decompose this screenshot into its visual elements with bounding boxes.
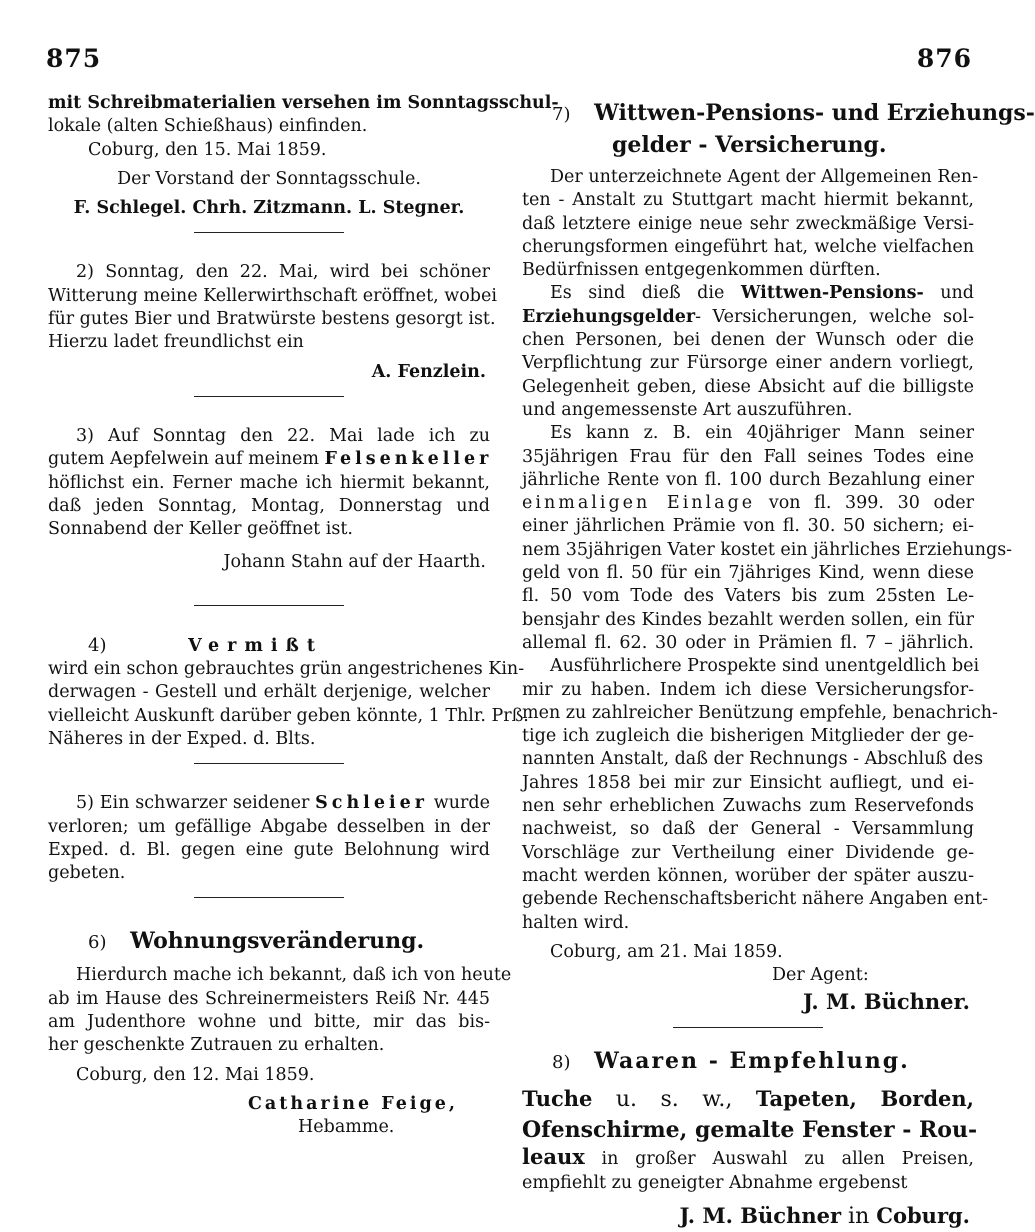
goods-wallpaper: Tapeten, Borden, (755, 1086, 974, 1112)
text-line: macht werden können, worüber der später auszu- (522, 865, 974, 886)
text-fragment: von fl. 399. 30 oder (768, 493, 974, 514)
highlight-erziehungsgelder: Erziehungsgelder (522, 306, 696, 327)
notice-title: Vermißt (188, 635, 323, 656)
text-line (48, 448, 493, 471)
text-fragment: Es sind dieß die (550, 283, 725, 304)
text-line: allemal fl. 62. 30 oder in Prämien fl. 7 – jährlich. (522, 632, 974, 653)
text-line: Bedürfnissen entgegenkommen dürften. (522, 260, 881, 281)
page-number-left: 875 (46, 44, 102, 73)
date-line: Coburg, den 15. Mai 1859. (88, 139, 327, 160)
text-line: bensjahr des Kindes bezahlt werden sollen, ein für (522, 609, 974, 630)
heading-line (48, 634, 490, 658)
heading-line (48, 926, 490, 958)
board-line: Der Vorstand der Sonntagsschule. (117, 168, 421, 189)
heading-line (522, 1046, 974, 1078)
text-line: Es kann z. B. ein 40jähriger Mann seiner (550, 423, 974, 444)
text-line: 35jährigen Frau für den Fall seines Todes eine (522, 446, 974, 467)
divider (194, 232, 344, 233)
merchant-signature (522, 1201, 974, 1232)
text-line: nachweist, so daß der General - Versammlung (522, 819, 974, 840)
text-line: am Judenthore wohne und bitte, mir das bis- (48, 1012, 490, 1033)
date-line: Coburg, den 12. Mai 1859. (76, 1064, 315, 1085)
notice-missing-pram (48, 634, 529, 751)
highlight-schleier: Schleier (315, 793, 428, 814)
text-line: nen sehr erheblichen Zuwachs zum Reservefonds (522, 796, 974, 817)
text-line: Witterung meine Kellerwirthschaft eröffnet, wobei (48, 285, 497, 306)
text-line: höflichst ein. Ferner mache ich hiermit bekannt, (48, 472, 490, 493)
text-line: mir zu haben. Indem ich diese Versicherungsfor- (522, 679, 974, 700)
text-fragment: und (940, 283, 974, 304)
divider (194, 897, 344, 898)
text-fragment: wurde (433, 793, 490, 814)
text-line: Verpflichtung zur Fürsorge einer andern vorliegt, (522, 353, 974, 374)
signature: Johann Stahn auf der Haarth. (223, 552, 486, 573)
text-line: mit Schreibmaterialien versehen im Sonntagsschul- (48, 93, 559, 113)
text-line: gebende Rechenschaftsbericht nähere Angaben ent- (522, 889, 989, 910)
text-line: empfiehlt zu geneigter Abnahme ergebenst (522, 1172, 908, 1193)
text-line: nannten Anstalt, daß der Rechnungs - Abschluß des (522, 749, 984, 770)
text-line (522, 1145, 974, 1171)
text-line: vielleicht Auskunft darüber geben könnte, 1 Thlr. Prß. (48, 705, 529, 726)
text-line: jährliche Rente von fl. 100 durch Bezahlung einer (522, 469, 974, 490)
text-line: Hierzu ladet freundlichst ein (48, 332, 304, 353)
notice-sunday-school (48, 92, 559, 220)
text-line (522, 492, 974, 515)
text-fragment: gutem Aepfelwein auf meinem (48, 449, 319, 470)
agent-name: J. M. Büchner. (803, 989, 970, 1015)
notice-insurance (522, 92, 1035, 1017)
midwife-name: Catharine Feige, (248, 1093, 458, 1114)
right-column (522, 92, 1035, 1232)
text-fragment: in (848, 1203, 870, 1229)
text-line: cherungsformen eingeführt hat, welche vielfachen (522, 236, 974, 257)
date-line: Coburg, am 21. Mai 1859. (550, 941, 783, 962)
divider (673, 1027, 823, 1028)
text-line: Näheres in der Exped. d. Blts. (48, 728, 316, 749)
text-line (48, 792, 490, 815)
text-line: Sonnabend der Keller geöffnet ist. (48, 519, 353, 540)
signature: A. Fenzlein. (371, 361, 486, 382)
signature-name (48, 1093, 490, 1116)
text-line (522, 282, 974, 305)
highlight-felsenkeller: Felsenkeller (324, 449, 493, 470)
divider (194, 605, 344, 606)
text-line: ten - Anstalt zu Stuttgart macht hiermit bekannt, (522, 190, 974, 211)
signature-title: Hebamme. (298, 1117, 395, 1138)
text-line: nem 35jährigen Vater kostet ein jährliches Erziehungs- (522, 539, 1013, 560)
text-line: chen Personen, bei denen der Wunsch oder die (522, 330, 974, 351)
text-line: fl. 50 vom Tode des Vaters bis zum 25sten Le- (522, 586, 974, 607)
notice-lost-veil (48, 792, 490, 885)
notice-number: 8) (552, 1052, 571, 1074)
notice-title: Waaren - Empfehlung. (594, 1048, 910, 1075)
merchant-name: J. M. Büchner (679, 1202, 842, 1228)
notice-cellar-opening (48, 261, 497, 383)
text-line: Vorschläge zur Vertheilung einer Dividende ge- (522, 842, 974, 863)
text-line: Hierdurch mache ich bekannt, daß ich von heute (76, 965, 512, 986)
text-line: halten wird. (522, 912, 630, 933)
text-line: 2) Sonntag, den 22. Mai, wird bei schöner (76, 262, 490, 283)
divider (194, 396, 344, 397)
agent-label: Der Agent: (772, 965, 869, 986)
text-line: Ausführlichere Prospekte sind unentgeldlich bei (550, 656, 980, 677)
text-line: einer jährlichen Prämie von fl. 30. 50 sichern; ei- (522, 516, 974, 537)
text-fragment: 5) Ein schwarzer seidener (76, 793, 310, 814)
text-line (522, 1084, 974, 1115)
notice-number: 6) (88, 932, 107, 954)
signatures-line: F. Schlegel. Chrh. Zitzmann. L. Stegner. (73, 198, 465, 219)
text-line: Exped. d. Bl. gegen eine gute Belohnung wird (48, 839, 490, 860)
page-number-right: 876 (916, 44, 972, 73)
text-line: ab im Hause des Schreinermeisters Reiß Nr. 445 (48, 988, 490, 1009)
text-line: verloren; um gefällige Abgabe desselben in der (48, 816, 490, 837)
text-line: daß jeden Sonntag, Montag, Donnerstag und (48, 495, 490, 516)
text-line: wird ein schon gebrauchtes grün angestrichenes Kin- (48, 659, 525, 680)
text-fragment: - Versicherungen, welche sol- (695, 306, 974, 327)
text-line: Gelegenheit geben, diese Absicht auf die billigste (522, 376, 974, 397)
text-line: und angemessenste Art auszuführen. (522, 399, 853, 420)
text-line: her geschenkte Zutrauen zu erhalten. (48, 1035, 385, 1056)
goods-cloth: Tuche (522, 1086, 593, 1112)
text-line: 3) Auf Sonntag den 22. Mai lade ich zu (76, 425, 490, 446)
text-fragment: u. s. w., (615, 1087, 733, 1113)
notice-number: 7) (552, 104, 571, 125)
text-line: daß letztere einige neue sehr zweckmäßige Versi- (522, 213, 974, 234)
merchant-city: Coburg. (876, 1202, 970, 1228)
text-line: Der unterzeichnete Agent der Allgemeinen Ren- (550, 167, 979, 187)
divider (194, 763, 344, 764)
notice-title-line-1: Wittwen-Pensions- und Erziehungs- (594, 100, 1035, 126)
text-line (522, 306, 974, 329)
text-fragment: in großer Auswahl zu allen Preisen, (601, 1149, 974, 1170)
highlight-wittwen: Wittwen-Pensions- (740, 283, 924, 304)
notice-title: Wohnungsveränderung. (130, 928, 425, 955)
notice-felsenkeller (48, 425, 493, 575)
goods-line: Ofenschirme, gemalte Fenster - Rou- (522, 1117, 978, 1144)
text-line: Jahres 1858 bei mir zur Einsicht aufliegt, und ei- (522, 772, 974, 793)
notice-title-line-2: gelder - Versicherung. (612, 132, 887, 158)
text-line: gebeten. (48, 863, 126, 884)
heading-line (522, 98, 1035, 130)
text-line: derwagen - Gestell und erhält derjenige, welcher (48, 682, 490, 703)
text-line: lokale (alten Schießhaus) einfinden. (48, 116, 368, 137)
text-line: tige ich zugleich die bisherigen Mitglieder der ge- (522, 726, 974, 747)
text-line: für gutes Bier und Bratwürste bestens gesorgt ist. (48, 309, 496, 330)
notice-goods-recommendation (522, 1046, 978, 1232)
text-line: geld von fl. 50 für ein 7jähriges Kind, wenn diese (522, 563, 974, 584)
goods-blinds: leaux (522, 1144, 585, 1170)
notice-change-of-address (48, 926, 512, 1139)
text-line: men zu zahlreicher Benützung empfehle, benachrich- (522, 702, 998, 723)
highlight-einlage: einmaligen Einlage (522, 493, 756, 514)
notice-number: 4) (88, 634, 107, 656)
